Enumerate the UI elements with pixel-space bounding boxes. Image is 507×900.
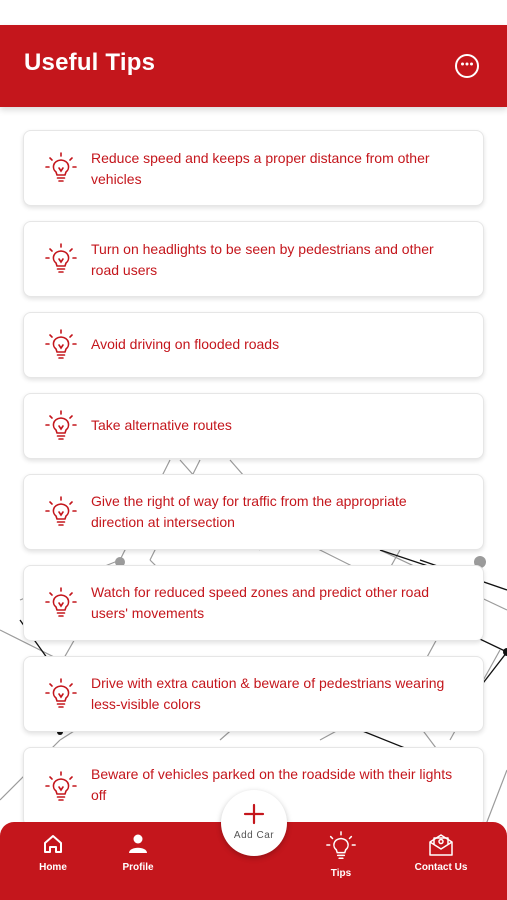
page-title: Useful Tips [24, 49, 156, 76]
nav-item-home[interactable] [8, 822, 98, 900]
tip-text: Watch for reduced speed zones and predict other road users' movements [91, 584, 430, 621]
lightbulb-icon [44, 495, 78, 529]
tip-card[interactable] [23, 130, 484, 206]
tip-card[interactable] [23, 221, 484, 297]
lightbulb-icon [44, 328, 78, 362]
tip-card[interactable] [23, 474, 484, 550]
tip-text: Reduce speed and keeps a proper distance from other vehicles [91, 150, 430, 187]
lightbulb-icon [44, 409, 78, 443]
add-car-label: Add Car [233, 830, 275, 841]
more-options-button[interactable] [455, 54, 479, 78]
lightbulb-icon [44, 586, 78, 620]
more-horizontal-icon [457, 56, 477, 76]
lightbulb-icon [325, 830, 357, 862]
tip-text: Drive with extra caution & beware of pedestrians wearing less-visible colors [91, 675, 445, 712]
tip-card[interactable] [23, 565, 484, 641]
home-icon [41, 832, 65, 856]
plus-icon [243, 803, 265, 825]
nav-item-profile[interactable] [93, 822, 183, 900]
lightbulb-icon [44, 677, 78, 711]
tip-text: Take alternative routes [91, 417, 232, 433]
nav-label-contact-us: Contact Us [414, 862, 468, 873]
nav-item-contact-us[interactable] [396, 822, 486, 900]
tip-card[interactable] [23, 656, 484, 732]
tip-text: Avoid driving on flooded roads [91, 336, 280, 352]
lightbulb-icon [44, 770, 78, 804]
tip-card[interactable] [23, 393, 484, 459]
lightbulb-icon [44, 151, 78, 185]
tip-text: Turn on headlights to be seen by pedestrians and other road users [91, 241, 434, 278]
app-header [0, 25, 507, 107]
nav-label-profile: Profile [122, 862, 154, 873]
lightbulb-icon [44, 242, 78, 276]
user-icon [126, 832, 150, 856]
add-car-button[interactable] [221, 790, 287, 856]
nav-item-tips[interactable] [296, 822, 386, 900]
mail-contact-icon [428, 832, 454, 858]
tip-text: Beware of vehicles parked on the roadside with their lights off [91, 766, 453, 803]
tip-text: Give the right of way for traffic from the appropriate direction at intersection [91, 493, 407, 530]
nav-label-home: Home [39, 862, 67, 873]
nav-label-tips: Tips [330, 868, 352, 879]
tip-card[interactable] [23, 312, 484, 378]
